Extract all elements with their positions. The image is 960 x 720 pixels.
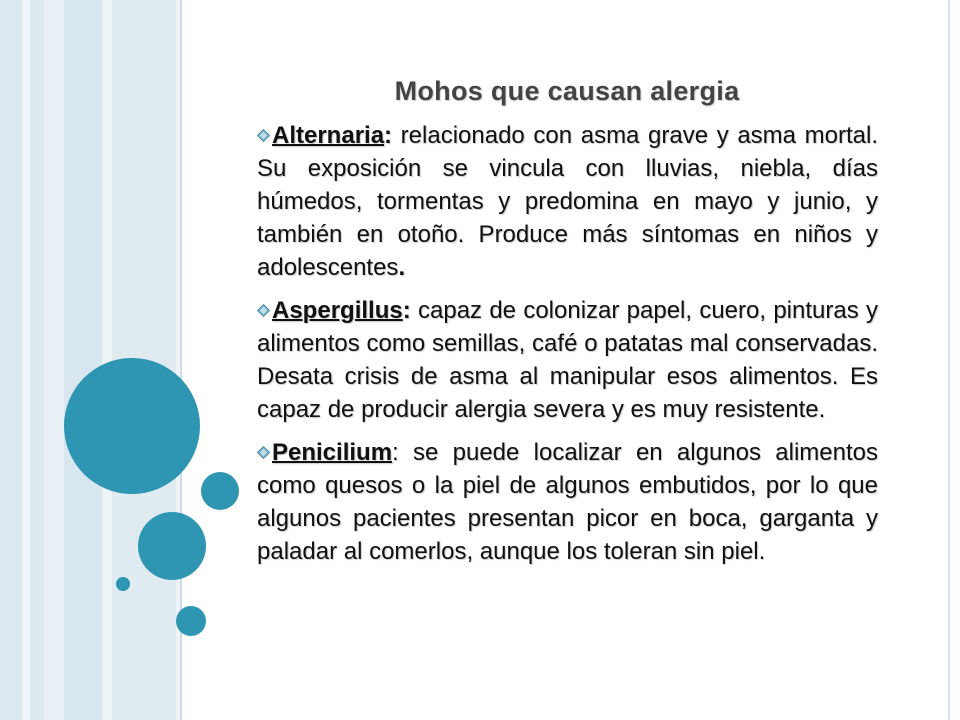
term-alternaria: Alternaria — [272, 122, 385, 149]
diamond-bullet-icon — [257, 446, 270, 459]
bullet-item-aspergillus — [257, 294, 878, 426]
decorative-circle-small-right — [201, 472, 239, 510]
term-separator: : — [392, 439, 399, 466]
bullet-text: se puede localizar en algunos alimentos como quesos o la piel de algunos embutidos, por lo que algunos pacientes presentan picor en boca, garganta y paladar al comerlos, aunque los toleran sin piel. — [257, 439, 878, 565]
decorative-circle-large — [64, 358, 200, 494]
term-separator: : — [384, 122, 393, 149]
background-band-2 — [22, 0, 30, 720]
bullet-list — [257, 119, 878, 578]
bullet-tail: . — [398, 254, 406, 281]
slide-title: Mohos que causan alergia — [394, 76, 740, 106]
bullet-item-alternaria — [257, 119, 878, 284]
decorative-circle-medium — [138, 512, 206, 580]
background-band-1 — [0, 0, 22, 720]
bullet-text: relacionado con asma grave y asma mortal. Su exposición se vincula con lluvias, niebla, días húmedos, tormentas y predomina en mayo y junio, y también en otoño. Produce más síntomas en niños y adolescentes — [257, 122, 878, 281]
decorative-circle-tiny — [116, 577, 130, 591]
diamond-bullet-icon — [257, 304, 270, 317]
term-separator: : — [402, 297, 411, 324]
diamond-bullet-icon — [257, 129, 270, 142]
decorative-circle-small-bottom — [176, 606, 206, 636]
bullet-text: capaz de colonizar papel, cuero, pinturas y alimentos como semillas, café o patatas mal conservadas. Desata crisis de asma al manipular esos alimentos. Es capaz de producir alergia severa y es muy resistente. — [257, 297, 878, 423]
term-penicilium: Penicilium — [272, 439, 393, 466]
term-aspergillus: Aspergillus — [272, 297, 403, 324]
background-band-6 — [102, 0, 112, 720]
bullet-item-penicilium — [257, 436, 878, 568]
background-band-4 — [44, 0, 64, 720]
background-band-3 — [30, 0, 44, 720]
background-band-5 — [64, 0, 102, 720]
divider-line-right — [948, 0, 950, 720]
